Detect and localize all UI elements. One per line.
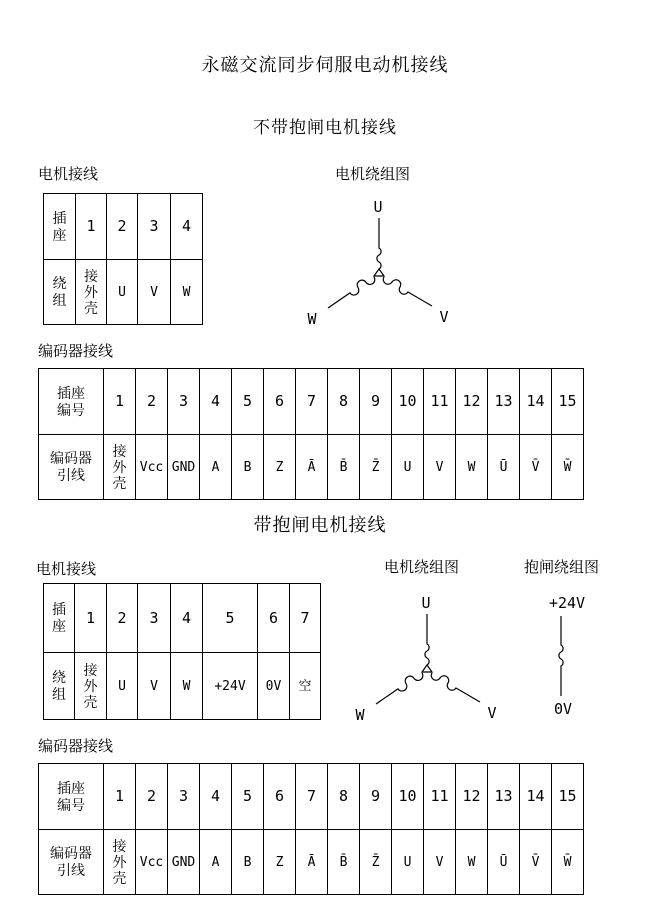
pin-number-cell: 13 bbox=[488, 764, 520, 830]
signal-cell: 接外壳 bbox=[76, 260, 107, 325]
motor-winding-diagram-label-1: 电机绕组图 bbox=[335, 166, 411, 183]
pin-number-cell: 15 bbox=[552, 369, 584, 435]
signal-cell: U bbox=[107, 260, 138, 325]
pin-number-cell: 4 bbox=[200, 764, 232, 830]
pin-number-cell: 1 bbox=[104, 369, 136, 435]
winding-right-label: V bbox=[439, 308, 449, 326]
signal-cell: U bbox=[392, 435, 424, 500]
pin-number-cell: 14 bbox=[520, 369, 552, 435]
row-header-text: 插座 bbox=[52, 601, 66, 634]
signal-cell: W̄ bbox=[552, 830, 584, 895]
winding-y-shape bbox=[376, 614, 480, 704]
encoder-wiring-label-1: 编码器接线 bbox=[38, 343, 114, 360]
encoder-table-row2-header bbox=[39, 830, 104, 895]
pin-number-cell: 10 bbox=[392, 369, 424, 435]
signal-cell: B̄ bbox=[328, 435, 360, 500]
signal-cell: V̄ bbox=[520, 435, 552, 500]
encoder-table-1 bbox=[38, 368, 584, 500]
signal-cell: U bbox=[392, 830, 424, 895]
signal-cell: W bbox=[171, 653, 203, 720]
signal-cell: Ā bbox=[296, 435, 328, 500]
encoder-table-row1-header bbox=[39, 764, 104, 830]
pin-number-cell: 3 bbox=[168, 369, 200, 435]
signal-cell: W̄ bbox=[552, 435, 584, 500]
motor-wiring-label-2: 电机接线 bbox=[36, 561, 97, 578]
pin-number-cell: 3 bbox=[168, 764, 200, 830]
row-header-text: 插座编号 bbox=[57, 779, 85, 813]
pin-number-cell: 5 bbox=[232, 369, 264, 435]
winding-top-label: U bbox=[421, 594, 431, 612]
pin-number-cell: 2 bbox=[107, 194, 138, 260]
encoder-table-2 bbox=[38, 763, 584, 895]
signal-cell: GND bbox=[168, 830, 200, 895]
pin-number-cell: 15 bbox=[552, 764, 584, 830]
signal-cell: W bbox=[456, 830, 488, 895]
pin-number-cell: 4 bbox=[171, 194, 203, 260]
signal-cell: Ū bbox=[488, 830, 520, 895]
motor-table-row2-header bbox=[44, 653, 75, 720]
brake-winding-diagram bbox=[525, 588, 615, 720]
encoder-table-row2-header bbox=[39, 435, 104, 500]
brake-winding-diagram-label: 抱闸绕组图 bbox=[524, 559, 600, 576]
pin-number-cell: 3 bbox=[138, 584, 171, 653]
pin-number-cell: 6 bbox=[264, 369, 296, 435]
signal-cell: Z bbox=[264, 830, 296, 895]
pin-number-cell: 8 bbox=[328, 369, 360, 435]
page-title: 永磁交流同步伺服电动机接线 bbox=[201, 55, 449, 75]
signal-cell: A bbox=[200, 435, 232, 500]
motor-winding-diagram-1 bbox=[298, 192, 468, 332]
pin-number-cell: 3 bbox=[138, 194, 171, 260]
pin-number-cell: 5 bbox=[232, 764, 264, 830]
winding-left-label: W bbox=[355, 706, 365, 724]
winding-top-label: U bbox=[373, 198, 383, 216]
signal-cell: Ā bbox=[296, 830, 328, 895]
signal-cell: V bbox=[138, 653, 171, 720]
signal-cell: Z̄ bbox=[360, 435, 392, 500]
signal-cell: W bbox=[456, 435, 488, 500]
motor-table-row2-header bbox=[44, 260, 76, 325]
brake-top-label: +24V bbox=[548, 594, 586, 612]
motor-table-with-brake bbox=[43, 583, 321, 720]
signal-cell: A bbox=[200, 830, 232, 895]
signal-cell: Vcc bbox=[136, 435, 168, 500]
pin-number-cell: 9 bbox=[360, 369, 392, 435]
signal-cell: 0V bbox=[258, 653, 290, 720]
pin-number-cell: 7 bbox=[290, 584, 321, 653]
motor-table-row1-header bbox=[44, 584, 75, 653]
encoder-table-row1-header bbox=[39, 369, 104, 435]
pin-number-cell: 10 bbox=[392, 764, 424, 830]
motor-wiring-label-1: 电机接线 bbox=[38, 166, 99, 183]
winding-right-label: V bbox=[487, 704, 497, 722]
signal-cell: U bbox=[107, 653, 138, 720]
motor-winding-diagram-label-2: 电机绕组图 bbox=[384, 559, 460, 576]
pin-number-cell: 2 bbox=[136, 369, 168, 435]
pin-number-cell: 6 bbox=[258, 584, 290, 653]
row-header-text: 编码器引线 bbox=[50, 450, 92, 483]
pin-number-cell: 6 bbox=[264, 764, 296, 830]
pin-number-cell: 4 bbox=[200, 369, 232, 435]
pin-number-cell: 1 bbox=[104, 764, 136, 830]
pin-number-cell: 13 bbox=[488, 369, 520, 435]
signal-cell: B̄ bbox=[328, 830, 360, 895]
signal-cell: 空 bbox=[290, 653, 321, 720]
signal-cell: GND bbox=[168, 435, 200, 500]
pin-number-cell: 4 bbox=[171, 584, 203, 653]
row-header-text: 绕组 bbox=[52, 669, 66, 702]
brake-coil-shape bbox=[559, 616, 563, 696]
pin-number-cell: 8 bbox=[328, 764, 360, 830]
signal-cell: V bbox=[424, 435, 456, 500]
signal-cell: V̄ bbox=[520, 830, 552, 895]
motor-table-row1-header bbox=[44, 194, 76, 260]
signal-cell: Ū bbox=[488, 435, 520, 500]
signal-cell: B bbox=[232, 830, 264, 895]
motor-winding-diagram-2 bbox=[346, 588, 516, 728]
row-header-text: 编码器引线 bbox=[50, 845, 92, 878]
motor-table-no-brake bbox=[43, 193, 203, 325]
winding-left-label: W bbox=[307, 310, 317, 328]
signal-cell: +24V bbox=[203, 653, 258, 720]
signal-cell: 接外壳 bbox=[104, 435, 136, 500]
signal-cell: 接外壳 bbox=[75, 653, 107, 720]
pin-number-cell: 12 bbox=[456, 369, 488, 435]
signal-cell: Z̄ bbox=[360, 830, 392, 895]
brake-bottom-label: 0V bbox=[553, 700, 573, 718]
encoder-wiring-label-2: 编码器接线 bbox=[38, 738, 114, 755]
pin-number-cell: 2 bbox=[136, 764, 168, 830]
pin-number-cell: 7 bbox=[296, 764, 328, 830]
pin-number-cell: 5 bbox=[203, 584, 258, 653]
pin-number-cell: 2 bbox=[107, 584, 138, 653]
pin-number-cell: 11 bbox=[424, 369, 456, 435]
signal-cell: W bbox=[171, 260, 203, 325]
row-header-text: 插座 bbox=[52, 209, 67, 243]
pin-number-cell: 1 bbox=[75, 584, 107, 653]
section-brake-heading: 带抱闸电机接线 bbox=[253, 515, 387, 535]
signal-cell: V bbox=[424, 830, 456, 895]
row-header-text: 绕组 bbox=[52, 275, 67, 308]
signal-cell: Z bbox=[264, 435, 296, 500]
signal-cell: Vcc bbox=[136, 830, 168, 895]
pin-number-cell: 7 bbox=[296, 369, 328, 435]
pin-number-cell: 14 bbox=[520, 764, 552, 830]
signal-cell: B bbox=[232, 435, 264, 500]
winding-y-shape bbox=[328, 218, 432, 308]
pin-number-cell: 12 bbox=[456, 764, 488, 830]
signal-cell: 接外壳 bbox=[104, 830, 136, 895]
pin-number-cell: 11 bbox=[424, 764, 456, 830]
pin-number-cell: 9 bbox=[360, 764, 392, 830]
section-no-brake-heading: 不带抱闸电机接线 bbox=[253, 118, 397, 137]
pin-number-cell: 1 bbox=[76, 194, 107, 260]
signal-cell: V bbox=[138, 260, 171, 325]
row-header-text: 插座编号 bbox=[57, 384, 85, 418]
